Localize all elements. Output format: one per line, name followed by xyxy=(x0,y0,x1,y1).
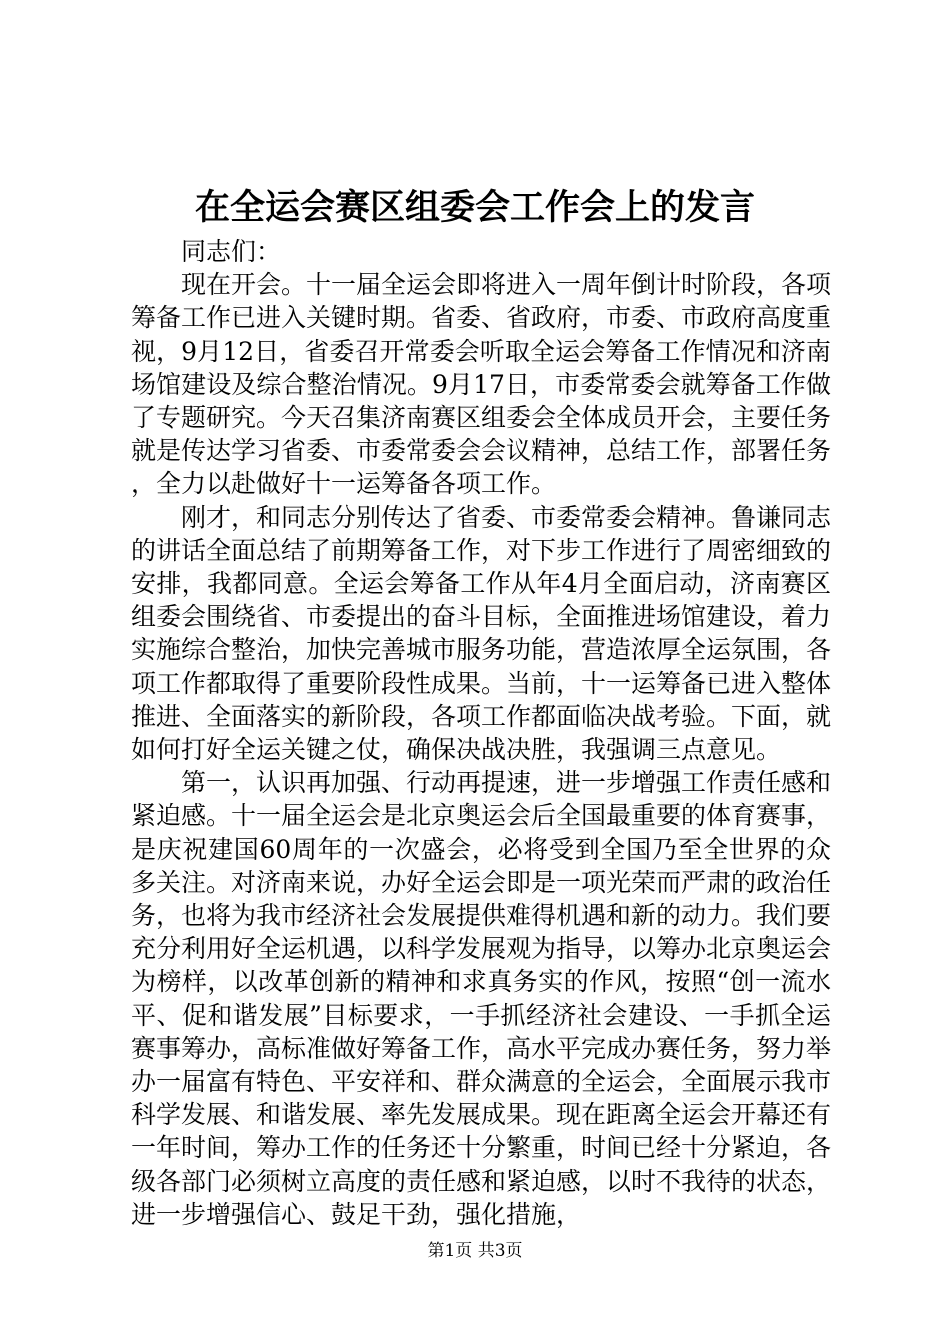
body-paragraph-1: 现在开会。十一届全运会即将进入一周年倒计时阶段，各项筹备工作已进入关键时期。省委、省政府，市委、市政府高度重视，9月12日，省委召开常委会听取全运会筹备工作情况和济南场馆建设及综合整治情况。9月17日，市委常委会就筹备工作做了专题研究。今天召集济南赛区组委会全体成员开会，主要任务就是传达学习省委、市委常委会会议精神，总结工作，部署任务，全力以赴做好十一运筹备各项工作。 xyxy=(131,270,832,499)
document-body xyxy=(131,235,831,1231)
page-number-footer: 第1页 共3页 xyxy=(427,1241,523,1261)
body-paragraph-2: 刚才，和同志分别传达了省委、市委常委会精神。鲁谦同志的讲话全面总结了前期筹备工作，对下步工作进行了周密细致的安排，我都同意。全运会筹备工作从年4月全面启动，济南赛区组委会围绕省、市委提出的奋斗目标，全面推进场馆建设，着力实施综合整治，加快完善城市服务功能，营造浓厚全运氛围，各项工作都取得了重要阶段性成果。当前，十一运筹备已进入整体推进、全面落实的新阶段，各项工作都面临决战考验。下面，就如何打好全运关键之仗，确保决战决胜，我强调三点意见。 xyxy=(131,502,832,765)
body-paragraph-3: 第一，认识再加强、行动再提速，进一步增强工作责任感和紧迫感。十一届全运会是北京奥运会后全国最重要的体育赛事，是庆祝建国60周年的一次盛会，必将受到全国乃至全世界的众多关注。对济南来说，办好全运会即是一项光荣而严肃的政治任务，也将为我市经济社会发展提供难得机遇和新的动力。我们要充分利用好全运机遇，以科学发展观为指导，以筹办北京奥运会为榜样，以改革创新的精神和求真务实的作风，按照“创一流水平、促和谐发展”目标要求，一手抓经济社会建设、一手抓全运赛事筹办，高标准做好筹备工作，高水平完成办赛任务，努力举办一届富有特色、平安祥和、群众满意的全运会，全面展示我市科学发展、和谐发展、率先发展成果。现在距离全运会开幕还有一年时间，筹办工作的任务还十分繁重，时间已经十分紧迫，各级各部门必须树立高度的责任感和紧迫感，以时不我待的状态，进一步增强信心、鼓足干劲，强化措施， xyxy=(131,768,832,1229)
salutation-paragraph: 同志们： xyxy=(181,237,282,266)
document-title: 在全运会赛区组委会工作会上的发言 xyxy=(194,187,755,228)
